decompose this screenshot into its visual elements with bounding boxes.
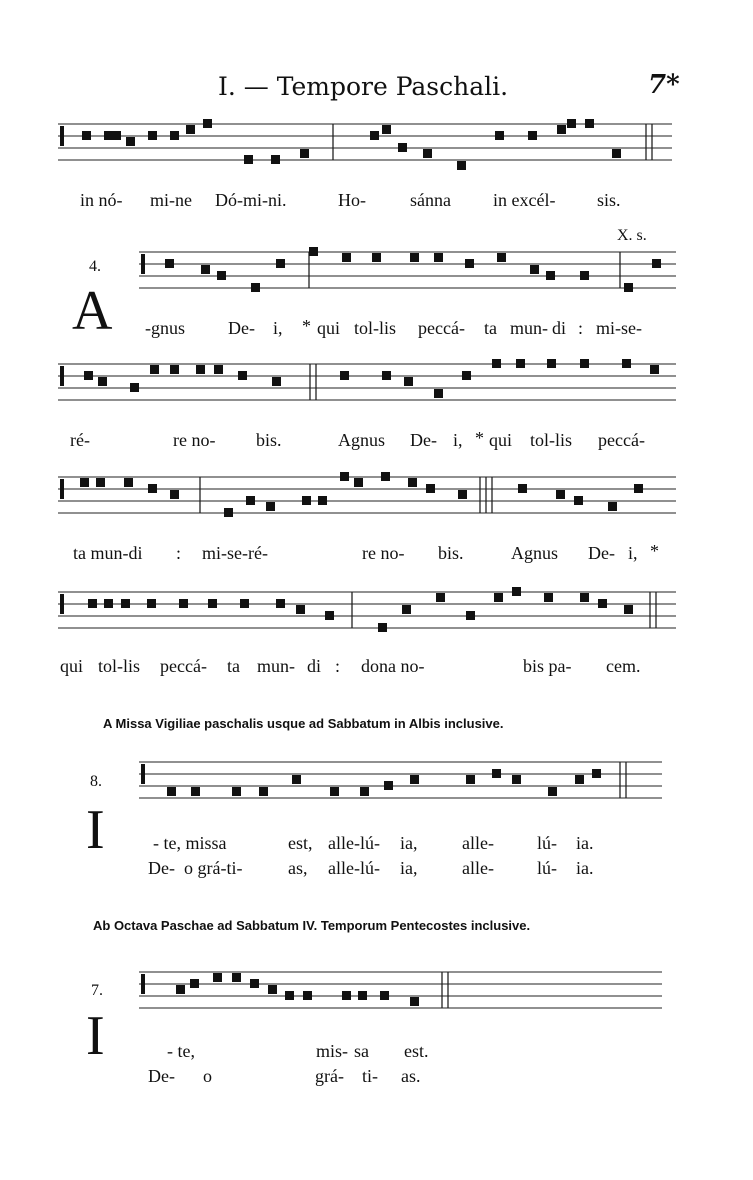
lyric-syllable: mun- [510,318,548,338]
neume-note [250,979,259,988]
lyric-syllable: ré- [70,430,90,450]
lyric-syllable: re no- [362,543,405,563]
neume-note [203,119,212,128]
lyric-syllable: peccá- [160,656,207,676]
tone-label: X. s. [617,227,647,244]
lyric-syllable: lú- [537,858,557,878]
neume-note [224,508,233,517]
neume-note [271,155,280,164]
neume-note [612,149,621,158]
neume-note [176,985,185,994]
neume-note [516,359,525,368]
neume-note [575,775,584,784]
lyric-syllable: * [302,316,311,336]
neume-note [340,472,349,481]
neume-note [251,283,260,292]
mode-number: 7. [91,982,103,999]
lyric-syllable: tol-lis [354,318,397,338]
neume-note [410,775,419,784]
neume-note [494,593,503,602]
neume-note [557,125,566,134]
lyric-syllable: as, [288,858,308,878]
neume-note [574,496,583,505]
neume-note [208,599,217,608]
neume-note [104,131,113,140]
neume-note [272,377,281,386]
lyric-syllable: i, [628,543,638,563]
neume-note [276,599,285,608]
neume-note [259,787,268,796]
lyric-syllable: : [335,656,341,676]
neume-note [434,253,443,262]
neume-note [213,973,222,982]
neume-note [544,593,553,602]
neume-note [104,599,113,608]
neume-note [342,991,351,1000]
lyric-syllable: sánna [410,190,451,210]
neume-note [302,496,311,505]
neume-note [148,131,157,140]
neume-note [80,478,89,487]
neume-note [382,371,391,380]
neume-note [214,365,223,374]
neume-note [186,125,195,134]
lyric-syllable: bis. [256,430,282,450]
lyric-syllable: in nó- [80,190,123,210]
lyric-syllable: in excél- [493,190,556,210]
neume-note [148,484,157,493]
neume-note [382,125,391,134]
neume-note [398,143,407,152]
lyric-syllable: - te, [167,1041,195,1061]
neume-note [285,991,294,1000]
page-number: 7* [648,70,680,100]
lyric-syllable: i, [273,318,283,338]
lyric-syllable: Agnus [338,430,386,450]
lyric-syllable: Agnus [511,543,559,563]
neume-note [567,119,576,128]
initial-letter: I [86,1005,105,1067]
lyric-syllable: sis. [597,190,621,210]
neume-note [330,787,339,796]
neume-note [492,769,501,778]
lyric-syllable: i, [453,430,463,450]
lyric-syllable: mun- [257,656,295,676]
lyric-syllable: tol-lis [530,430,573,450]
neume-note [309,247,318,256]
lyric-syllable: ti- [362,1066,378,1086]
neume-note [191,787,200,796]
neume-note [318,496,327,505]
lyric-syllable: lú- [537,833,557,853]
lyric-syllable: re no- [173,430,216,450]
lyric-syllable: ta [227,656,240,676]
neume-note [88,599,97,608]
neume-note [547,359,556,368]
neume-note [457,161,466,170]
neume-note [426,484,435,493]
lyric-syllable: ia. [576,858,594,878]
neume-note [98,377,107,386]
neume-note [170,365,179,374]
lyric-syllable: - te, missa [153,833,227,853]
page-title: I. — Tempore Paschali. [218,72,509,101]
neume-note [380,991,389,1000]
initial-letter: I [86,799,105,861]
lyric-syllable: De- [588,543,615,563]
clef-mark [141,974,145,994]
neume-note [608,502,617,511]
neume-note [96,478,105,487]
mode-number: 4. [89,258,101,275]
clef-mark [60,594,64,614]
lyric-syllable: tol-lis [98,656,141,676]
neume-note [232,787,241,796]
neume-note [179,599,188,608]
lyric-syllable: De- [148,1066,175,1086]
neume-note [196,365,205,374]
neume-note [300,149,309,158]
lyric-syllable: peccá- [598,430,645,450]
neume-note [634,484,643,493]
lyric-syllable: ia. [576,833,594,853]
neume-note [512,775,521,784]
lyric-syllable: sa [354,1041,369,1061]
neume-note [170,131,179,140]
lyric-syllable: alle- [462,858,494,878]
lyric-syllable: grá- [315,1066,344,1086]
neume-note [358,991,367,1000]
lyric-syllable: Ho- [338,190,366,210]
clef-mark [60,126,64,146]
neume-note [325,611,334,620]
lyric-syllable: as. [401,1066,421,1086]
neume-note [121,599,130,608]
lyric-syllable: : [176,543,182,563]
neume-note [528,131,537,140]
neume-note [495,131,504,140]
neume-note [268,985,277,994]
neume-note [240,599,249,608]
mode-number: 8. [90,773,102,790]
lyric-syllable: cem. [606,656,641,676]
neume-note [232,973,241,982]
lyric-syllable: * [475,428,484,448]
neume-note [244,155,253,164]
lyric-syllable: di [552,318,567,338]
neume-note [150,365,159,374]
neume-note [458,490,467,499]
neume-note [217,271,226,280]
lyric-syllable: mis- [316,1041,349,1061]
neume-note [423,149,432,158]
neume-note [624,605,633,614]
neume-note [124,478,133,487]
lyric-syllable: o grá-ti- [184,858,243,878]
neume-note [622,359,631,368]
rubric: Ab Octava Paschae ad Sabbatum IV. Temporum Pentecostes inclusive. [93,918,531,933]
neume-note [126,137,135,146]
lyric-syllable: o [203,1066,212,1086]
neume-note [354,478,363,487]
lyric-syllable: qui [60,656,84,676]
lyric-syllable: bis pa- [523,656,572,676]
lyric-syllable: di [307,656,322,676]
neume-note [342,253,351,262]
clef-mark [60,366,64,386]
lyric-syllable: ia, [400,833,418,853]
neume-note [340,371,349,380]
neume-note [276,259,285,268]
neume-note [624,283,633,292]
neume-note [436,593,445,602]
neume-note [530,265,539,274]
neume-note [548,787,557,796]
neume-note [650,365,659,374]
neume-note [404,377,413,386]
neume-note [466,611,475,620]
neume-note [408,478,417,487]
lyric-syllable: De- [228,318,255,338]
lyric-syllable: bis. [438,543,464,563]
lyric-syllable: alle-lú- [328,833,380,853]
lyric-syllable: : [578,318,584,338]
neume-note [147,599,156,608]
lyric-syllable: -gnus [145,318,185,338]
neume-note [466,775,475,784]
neume-note [190,979,199,988]
lyric-syllable: ta [484,318,497,338]
neume-note [201,265,210,274]
neume-note [497,253,506,262]
lyric-syllable: peccá- [418,318,465,338]
lyric-syllable: dona no- [361,656,425,676]
neume-note [410,997,419,1006]
lyric-syllable: Dó-mi-ni. [215,190,287,210]
lyric-syllable: mi-se-ré- [202,543,268,563]
lyric-syllable: ta mun-di [73,543,143,563]
clef-mark [141,764,145,784]
neume-note [652,259,661,268]
lyric-syllable: est. [404,1041,429,1061]
lyric-syllable: * [650,541,659,561]
neume-note [378,623,387,632]
lyric-syllable: qui [317,318,341,338]
neume-note [170,490,179,499]
neume-note [580,359,589,368]
neume-note [84,371,93,380]
neume-note [246,496,255,505]
neume-note [167,787,176,796]
initial-letter: A [72,280,113,342]
neume-note [296,605,305,614]
rubric: A Missa Vigiliae paschalis usque ad Sabbatum in Albis inclusive. [103,716,504,731]
neume-note [303,991,312,1000]
clef-mark [60,479,64,499]
neume-note [165,259,174,268]
neume-note [112,131,121,140]
neume-note [360,787,369,796]
neume-note [598,599,607,608]
neume-note [546,271,555,280]
clef-mark [141,254,145,274]
lyric-syllable: est, [288,833,313,853]
lyric-syllable: alle- [462,833,494,853]
neume-note [130,383,139,392]
neume-note [580,593,589,602]
neume-note [580,271,589,280]
neume-note [384,781,393,790]
neume-note [266,502,275,511]
lyric-syllable: mi-se- [596,318,642,338]
neume-note [381,472,390,481]
neume-note [82,131,91,140]
lyric-syllable: qui [489,430,513,450]
neume-note [518,484,527,493]
lyric-syllable: De- [148,858,175,878]
neume-note [585,119,594,128]
neume-note [556,490,565,499]
neume-note [434,389,443,398]
lyric-syllable: ia, [400,858,418,878]
lyric-syllable: mi-ne [150,190,192,210]
neume-note [402,605,411,614]
neume-note [492,359,501,368]
neume-note [592,769,601,778]
neume-note [512,587,521,596]
lyric-syllable: De- [410,430,437,450]
neume-note [292,775,301,784]
lyric-syllable: alle-lú- [328,858,380,878]
neume-note [372,253,381,262]
neume-note [370,131,379,140]
neume-note [462,371,471,380]
neume-note [238,371,247,380]
neume-note [410,253,419,262]
neume-note [465,259,474,268]
